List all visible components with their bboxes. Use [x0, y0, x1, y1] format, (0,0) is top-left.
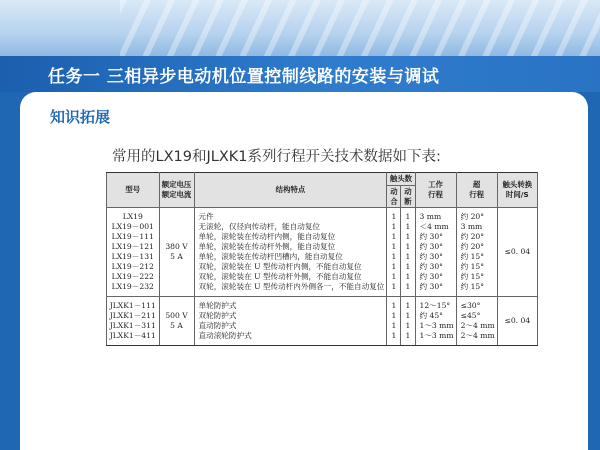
header-rating-line1: 额定电压	[161, 180, 192, 190]
work-cell: 12～15°	[419, 301, 451, 311]
work-cell: 1～3 mm	[419, 321, 454, 331]
make-cell: 1	[391, 282, 397, 292]
break-cell: 1	[405, 212, 411, 222]
break-cell: 1	[405, 232, 411, 242]
header-switch-time	[497, 173, 537, 208]
break-cell: 1	[405, 301, 411, 311]
structure-cell: 元件	[198, 212, 214, 222]
structure-cell: 单轮防护式	[198, 301, 237, 311]
rating-current: 5 A	[170, 252, 183, 262]
cell-structures	[194, 208, 387, 297]
work-cell: 约 30°	[419, 242, 443, 252]
cell-make	[387, 208, 401, 297]
header-work-line2: 行程	[428, 190, 443, 200]
make-cell: 1	[391, 331, 397, 341]
model-cell: JLXK1－311	[109, 321, 156, 331]
cell-switch-time: ≤0. 04	[497, 297, 537, 346]
break-cell: 1	[405, 262, 411, 272]
intro-text: 常用的LX19和JLXK1系列行程开关技术数据如下表:	[112, 149, 441, 165]
break-cell: 1	[405, 321, 411, 331]
rating-voltage: 500 V	[165, 311, 188, 321]
header-rating-line2: 额定电流	[161, 190, 192, 200]
over-cell: ≤45°	[460, 311, 481, 321]
break-cell: 1	[405, 331, 411, 341]
cell-make	[387, 297, 401, 346]
over-cell: ≤30°	[460, 301, 481, 311]
model-cell: JLXK1－411	[109, 331, 156, 341]
page-title: 任务一 三相异步电动机位置控制线路的安装与调试	[48, 66, 440, 87]
work-cell: 3 mm	[419, 212, 442, 222]
content-panel	[20, 92, 588, 450]
table-row	[107, 297, 538, 346]
header-contacts: 触头数	[387, 173, 415, 186]
break-cell: 1	[405, 272, 411, 282]
cell-over	[456, 208, 497, 297]
table-group-jlxk1	[107, 297, 538, 346]
over-cell: 约 15°	[460, 262, 485, 272]
make-cell: 1	[391, 311, 397, 321]
model-cell: LX19－121	[111, 242, 154, 252]
make-cell: 1	[391, 212, 397, 222]
header-contacts-make: 动合	[387, 185, 401, 208]
break-cell: 1	[405, 252, 411, 262]
cell-work	[415, 297, 456, 346]
over-cell: 3 mm	[460, 222, 483, 232]
rating-current: 5 A	[170, 321, 183, 331]
header-time-line1: 触头转换	[502, 180, 533, 190]
cell-models	[107, 208, 160, 297]
header-work-travel	[415, 173, 456, 208]
work-cell: 约 30°	[419, 252, 443, 262]
table-row	[107, 208, 538, 297]
cell-rating	[159, 208, 194, 297]
header-over-travel	[456, 173, 497, 208]
over-cell: 2～4 mm	[460, 321, 495, 331]
structure-cell: 单轮，滚轮装在传动杆内侧，能自动复位	[198, 232, 336, 242]
break-cell: 1	[405, 282, 411, 292]
header-rating	[159, 173, 194, 208]
model-cell: LX19	[122, 212, 143, 222]
header-over-line1: 超	[472, 180, 481, 190]
header-time-line2: 时间/S	[505, 190, 529, 200]
structure-cell: 双轮防护式	[198, 311, 237, 321]
over-cell: 约 15°	[460, 252, 485, 262]
model-cell: LX19－111	[111, 232, 154, 242]
structure-cell: 双轮，滚轮装在 U 型传动杆内侧，不能自动复位	[198, 262, 362, 272]
over-cell: 约 20°	[460, 212, 485, 222]
cell-rating	[159, 297, 194, 346]
table-group-lx19	[107, 208, 538, 297]
model-cell: JLXK1－211	[109, 311, 156, 321]
make-cell: 1	[391, 301, 397, 311]
header-structure: 结构特点	[194, 173, 387, 208]
work-cell: 约 30°	[419, 232, 443, 242]
work-cell: 1～3 mm	[419, 331, 454, 341]
header-model: 型号	[107, 173, 160, 208]
model-cell: JLXK1－111	[109, 301, 156, 311]
work-cell: 约 45°	[419, 311, 443, 321]
structure-cell: 直动滚轮防护式	[198, 331, 252, 341]
over-cell: 约 20°	[460, 232, 485, 242]
rating-voltage: 380 V	[165, 242, 188, 252]
header-over-line2: 行程	[469, 190, 485, 200]
model-cell: LX19－131	[111, 252, 154, 262]
work-cell: ＜4 mm	[419, 222, 449, 232]
over-cell: 约 20°	[460, 242, 485, 252]
cell-break	[401, 297, 415, 346]
work-cell: 约 30°	[419, 282, 443, 292]
make-cell: 1	[391, 242, 397, 252]
structure-cell: 双轮，滚轮装在 U 型传动杆外侧，不能自动复位	[198, 272, 362, 282]
make-cell: 1	[391, 272, 397, 282]
break-cell: 1	[405, 242, 411, 252]
title-bar	[0, 56, 600, 92]
break-cell: 1	[405, 222, 411, 232]
make-cell: 1	[391, 262, 397, 272]
structure-cell: 无滚轮，仅径向传动杆，能自动复位	[198, 222, 321, 232]
over-cell: 约 15°	[460, 282, 485, 292]
spec-table	[106, 172, 538, 346]
cell-work	[415, 208, 456, 297]
work-cell: 约 30°	[419, 272, 443, 282]
header-work-line1: 工作	[428, 180, 443, 190]
cell-models	[107, 297, 160, 346]
cell-structures	[194, 297, 387, 346]
over-cell: 2～4 mm	[460, 331, 495, 341]
work-cell: 约 30°	[419, 262, 443, 272]
over-cell: 约 15°	[460, 272, 485, 282]
model-cell: LX19－232	[111, 282, 154, 292]
make-cell: 1	[391, 252, 397, 262]
make-cell: 1	[391, 321, 397, 331]
model-cell: LX19－212	[111, 262, 154, 272]
structure-cell: 直动防护式	[198, 321, 237, 331]
header-contacts-break: 动断	[401, 185, 415, 208]
cell-break	[401, 208, 415, 297]
model-cell: LX19－222	[111, 272, 154, 282]
make-cell: 1	[391, 222, 397, 232]
cell-over	[456, 297, 497, 346]
cell-switch-time: ≤0. 04	[497, 208, 537, 297]
model-cell: LX19－001	[111, 222, 154, 232]
structure-cell: 单轮，滚轮装在传动杆外侧，能自动复位	[198, 242, 336, 252]
break-cell: 1	[405, 311, 411, 321]
decorative-stripes	[120, 0, 600, 56]
section-title: 知识拓展	[50, 108, 111, 126]
structure-cell: 单轮，滚轮装在传动杆凹槽内，能自动复位	[198, 252, 343, 262]
structure-cell: 双轮，滚轮装在 U 型传动杆内外侧各一，不能自动复位	[198, 282, 385, 292]
make-cell: 1	[391, 232, 397, 242]
top-decorative-band	[0, 0, 600, 56]
